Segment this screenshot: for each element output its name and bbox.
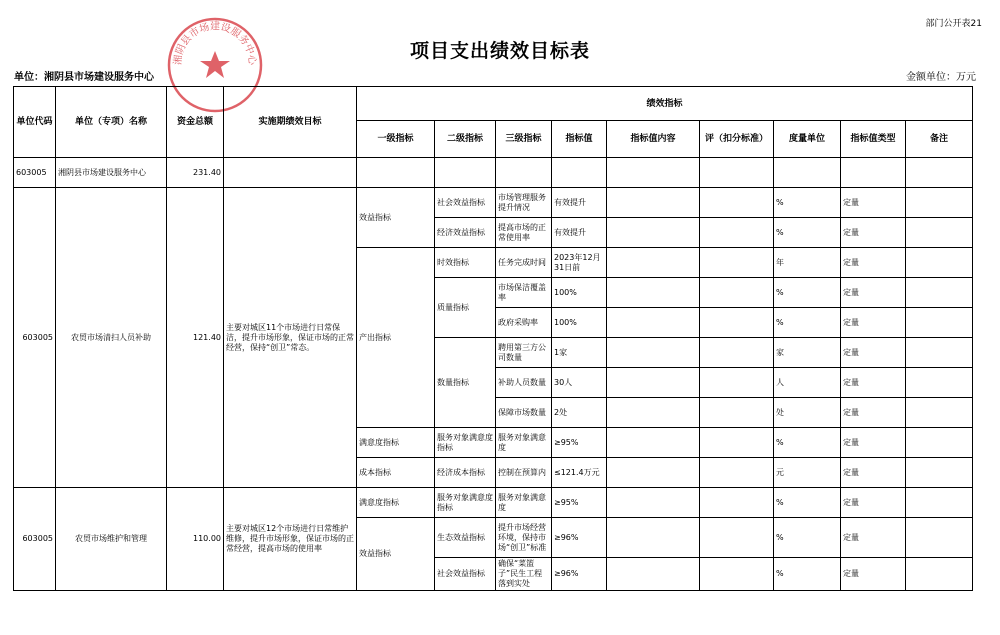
p1-unit: % [774,428,841,458]
header-row-1 [14,87,973,121]
p1-l3: 市场保洁覆盖率 [496,278,552,308]
summary-name: 湘阴县市场建设服务中心 [56,158,167,188]
p1-l2: 社会效益指标 [435,188,496,218]
p1-type: 定量 [841,398,906,428]
p1-l2: 经济成本指标 [435,458,496,488]
header-funds: 资金总额 [167,87,224,158]
p2-funds: 110.00 [167,488,224,591]
p1-type: 定量 [841,338,906,368]
p1-value: ≥95% [552,428,607,458]
p1-l3: 保障市场数量 [496,398,552,428]
p1-value: 2处 [552,398,607,428]
p1-unit: % [774,278,841,308]
p1-value: 有效提升 [552,218,607,248]
p1-l2: 数量指标 [435,338,496,428]
p1-unit: % [774,188,841,218]
header-unit: 度量单位 [774,121,841,158]
p1-unit: % [774,308,841,338]
p2-l1: 满意度指标 [357,488,435,518]
p1-type: 定量 [841,368,906,398]
p2-name: 农贸市场维护和管理 [56,488,167,591]
p1-unit: 年 [774,248,841,278]
p2-l2: 社会效益指标 [435,558,496,591]
p1-funds: 121.40 [167,188,224,488]
p1-type: 定量 [841,278,906,308]
p1-l1: 产出指标 [357,248,435,428]
p1-unit: 处 [774,398,841,428]
header-content: 指标值内容 [607,121,700,158]
p1-l3: 控制在预算内 [496,458,552,488]
p2-code: 603005 [14,488,56,591]
p1-name: 农贸市场清扫人员补助 [56,188,167,488]
p1-l3: 任务完成时间 [496,248,552,278]
p2-goal: 主要对城区12个市场进行日常维护维修，提升市场形象，保证市场的正常经营，提高市场的使用率 [224,488,357,591]
p2-unit: % [774,518,841,558]
header-perf: 绩效指标 [357,87,973,121]
p2-type: 定量 [841,558,906,591]
p1-value: 1家 [552,338,607,368]
p1-l1: 效益指标 [357,188,435,248]
p1-value: 100% [552,308,607,338]
p2-value: ≥95% [552,488,607,518]
p1-unit: 家 [774,338,841,368]
header-lvl1: 一级指标 [357,121,435,158]
p1-l2: 质量指标 [435,278,496,338]
table-row [14,488,973,518]
p1-type: 定量 [841,218,906,248]
page-title: 项目支出绩效目标表 [409,40,590,62]
p1-l3: 服务对象满意度 [496,428,552,458]
header-type: 指标值类型 [841,121,906,158]
p1-goal: 主要对城区11个市场进行日常保洁，提升市场形象，保证市场的正常经营，保持“创卫”常态。 [224,188,357,488]
p2-l1: 效益指标 [357,518,435,591]
p1-value: 2023年12月31日前 [552,248,607,278]
p1-type: 定量 [841,248,906,278]
p1-value: 有效提升 [552,188,607,218]
p2-value: ≥96% [552,518,607,558]
p1-l2: 服务对象满意度指标 [435,428,496,458]
p1-l2: 时效指标 [435,248,496,278]
p1-l1: 满意度指标 [357,428,435,458]
p1-value: 30人 [552,368,607,398]
p1-l3: 政府采购率 [496,308,552,338]
seal-text: 湘阴县市场建设服务中心 [172,21,258,66]
header-value: 指标值 [552,121,607,158]
header-lvl2: 二级指标 [435,121,496,158]
p1-l3: 市场管理服务提升情况 [496,188,552,218]
summary-row [14,158,973,188]
table-row [14,188,973,218]
p1-type: 定量 [841,458,906,488]
p2-unit: % [774,558,841,591]
form-number: 部门公开表21 [925,19,982,29]
p1-type: 定量 [841,188,906,218]
p1-l3: 提高市场的正常使用率 [496,218,552,248]
summary-code: 603005 [14,158,56,188]
p1-code: 603005 [14,188,56,488]
header-note: 备注 [906,121,973,158]
p2-l3: 服务对象满意度 [496,488,552,518]
p1-value: 100% [552,278,607,308]
header-goal: 实施期绩效目标 [224,87,357,158]
p2-value: ≥96% [552,558,607,591]
unit-name: 单位：湘阴县市场建设服务中心 [14,72,154,83]
p2-type: 定量 [841,518,906,558]
header-code: 单位代码 [14,87,56,158]
amount-unit: 金额单位：万元 [906,72,976,83]
p1-l1: 成本指标 [357,458,435,488]
p1-l2: 经济效益指标 [435,218,496,248]
p1-l3: 聘用第三方公司数量 [496,338,552,368]
performance-table [13,86,973,591]
header-score: 评（扣分标准） [700,121,774,158]
header-name: 单位（专项）名称 [56,87,167,158]
summary-funds: 231.40 [167,158,224,188]
p1-type: 定量 [841,428,906,458]
p1-value: ≤121.4万元 [552,458,607,488]
p1-unit: 元 [774,458,841,488]
p1-unit: % [774,218,841,248]
p1-unit: 人 [774,368,841,398]
p1-type: 定量 [841,308,906,338]
p2-type: 定量 [841,488,906,518]
p2-unit: % [774,488,841,518]
p1-l3: 补助人员数量 [496,368,552,398]
p2-l3: 确保“菜篮子”民生工程落到实处 [496,558,552,591]
header-lvl3: 三级指标 [496,121,552,158]
p2-l2: 服务对象满意度指标 [435,488,496,518]
p2-l3: 提升市场经营环境，保持市场“创卫”标准 [496,518,552,558]
p2-l2: 生态效益指标 [435,518,496,558]
